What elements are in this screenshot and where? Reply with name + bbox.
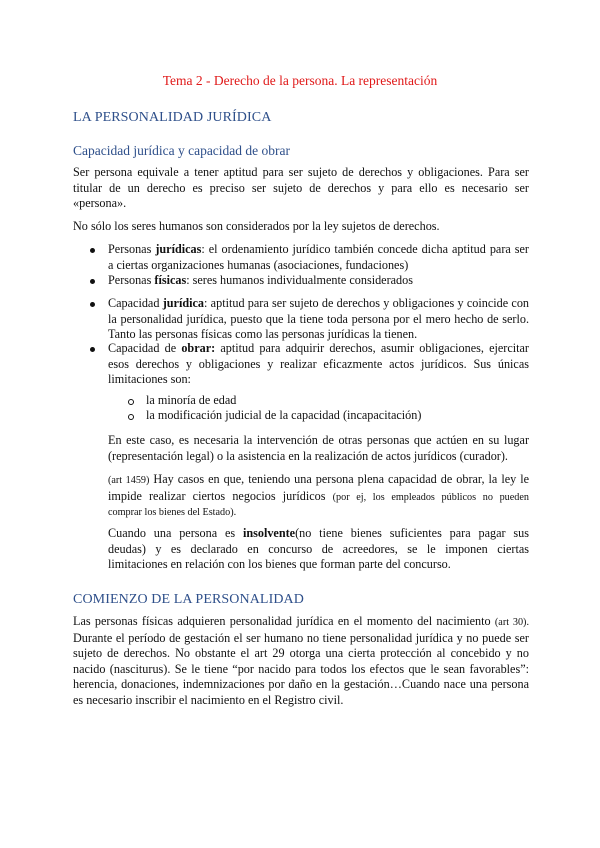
- paragraph-comienzo: [73, 614, 529, 709]
- text-line: En este caso, es necesaria la intervención de otras personas que actúen en su lugar: [108, 433, 529, 447]
- text-span: : seres humanos individualmente considerados: [186, 273, 413, 287]
- section-heading-personalidad: LA PERSONALIDAD JURÍDICA: [73, 110, 272, 125]
- text-line: «persona».: [73, 196, 127, 211]
- bullet-icon: [90, 248, 95, 253]
- text-line: [108, 472, 529, 489]
- text-line: esos derechos y obligaciones y realizar eficazmente actos jurídicos. Sus únicas: [108, 356, 529, 371]
- text-line: [108, 296, 529, 312]
- text-line: [108, 489, 529, 506]
- bullet-icon: [90, 347, 95, 352]
- text-line: (representación legal) o la asistencia en la realización de actos jurídicos (curador).: [108, 448, 508, 463]
- sub-list-item-minoria: [146, 393, 529, 409]
- article-reference: (art 1459): [108, 475, 150, 486]
- text-line: deudas) y es declarado en concurso de acreedores, se le imponen ciertas: [108, 541, 529, 556]
- text-line: la modificación judicial de la capacidad (incapacitación): [146, 408, 422, 422]
- circle-bullet-icon: [128, 399, 134, 405]
- text-span: Las personas físicas adquieren personalidad jurídica en el momento del nacimiento: [73, 614, 495, 628]
- list-item-personas-fisicas: [108, 273, 529, 289]
- document-title: Tema 2 - Derecho de la persona. La representación: [162, 73, 438, 88]
- list-item-capacidad-obrar: [108, 341, 529, 388]
- bold-term: jurídica: [162, 296, 205, 310]
- bold-term: insolvente: [242, 526, 296, 540]
- text-span: : el ordenamiento jurídico también concede dicha aptitud para ser: [201, 242, 529, 256]
- text-line: sujeto de derechos. No obstante el art 29 otorga una cierta protección al concebido y no: [73, 646, 529, 661]
- text-span: Cuando una persona es: [108, 526, 243, 540]
- paragraph-insolvente: [108, 526, 529, 573]
- text-span: Personas: [108, 273, 155, 287]
- text-line: comprar los bienes del Estado).: [108, 507, 237, 519]
- sub-list-item-incapacitacion: [146, 408, 529, 424]
- text-line: a ciertas organizaciones humanas (asociaciones, fundaciones): [108, 257, 409, 272]
- text-line: es necesario inscribir el nacimiento en el Registro civil.: [73, 692, 344, 707]
- text-span: : aptitud para ser sujeto de derechos y obligaciones y coincide con: [204, 296, 530, 310]
- paragraph-intro: [73, 165, 529, 212]
- bold-term: jurídicas: [155, 242, 202, 256]
- example-note: (por ej, los empleados públicos no pueden: [332, 491, 529, 503]
- text-span: Hay casos en que, teniendo una persona plena capacidad de obrar, la ley le: [149, 472, 529, 486]
- text-line: Tanto las personas físicas como las personas jurídicas la tienen.: [108, 327, 418, 342]
- text-span: Capacidad de: [108, 341, 182, 355]
- paragraph-representacion: [108, 433, 529, 464]
- text-line: herencia, donaciones, indemnizaciones por daño en la gestación…Cuando nace una persona: [73, 677, 529, 692]
- subheading-capacidad: Capacidad jurídica y capacidad de obrar: [73, 143, 291, 158]
- bullet-icon: [90, 302, 95, 307]
- text-span: aptitud para adquirir derechos, asumir obligaciones, ejercitar: [215, 341, 529, 355]
- list-item-personas-juridicas: [108, 242, 529, 273]
- text-line: Ser persona equivale a tener aptitud para ser sujeto de derechos y obligaciones. Para ser: [73, 165, 529, 179]
- paragraph-seres-humanos: [73, 219, 529, 235]
- text-line: limitaciones son:: [108, 372, 191, 387]
- paragraph-art-1459: [108, 472, 529, 521]
- text-line: [73, 614, 529, 631]
- text-line: la minoría de edad: [146, 393, 237, 407]
- text-line: limitaciones en relación con los bienes que forman parte del concurso.: [108, 557, 451, 572]
- text-line: nacido (nasciturus). Se le tiene “por nacido para todos los efectos que le sean favorables”:: [73, 661, 529, 676]
- circle-bullet-icon: [128, 414, 134, 420]
- text-line: No sólo los seres humanos son considerados por la ley sujetos de derechos.: [73, 219, 440, 233]
- text-line: la personalidad jurídica, puesto que la tiene toda persona por el mero hecho de serlo.: [108, 311, 529, 326]
- text-line: titular de un derecho es preciso ser sujeto de derechos y para ello es necesario ser: [73, 180, 529, 195]
- text-line: Durante el período de gestación el ser humano no tiene personalidad jurídica y no puede ser: [73, 630, 529, 645]
- text-span: (no tiene bienes suficientes para pagar sus: [295, 526, 529, 540]
- bold-term: físicas: [154, 273, 187, 287]
- list-item-capacidad-juridica: [108, 296, 529, 343]
- text-span: Personas: [108, 242, 156, 256]
- section-heading-comienzo: COMIENZO DE LA PERSONALIDAD: [73, 592, 304, 607]
- bold-term: obrar:: [181, 341, 216, 355]
- text-span: impide realizar ciertos negocios jurídicos: [108, 488, 333, 503]
- article-reference: (art 30).: [494, 617, 529, 628]
- text-line: [108, 341, 529, 357]
- text-line: [108, 273, 529, 289]
- bullet-icon: [90, 279, 95, 284]
- text-line: [108, 526, 529, 542]
- text-line: [108, 242, 529, 258]
- text-span: Capacidad: [108, 296, 163, 310]
